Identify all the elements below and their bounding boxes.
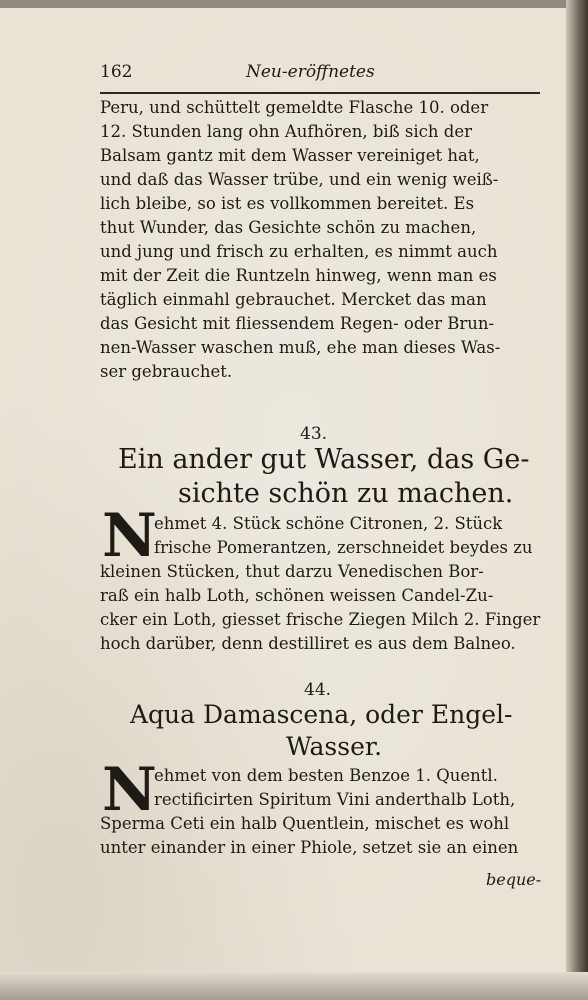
section-title: Aqua Damascena, oder Engel- xyxy=(130,700,513,729)
text-line: mit der Zeit die Runtzeln hinweg, wenn man es xyxy=(100,266,497,285)
section-number: 44. xyxy=(304,680,332,700)
catchword: beque- xyxy=(486,870,542,889)
text-line: täglich einmahl gebrauchet. Mercket das man xyxy=(100,290,487,309)
text-line: Sperma Ceti ein halb Quentlein, mischet es wohl xyxy=(100,814,510,833)
drop-capital: N xyxy=(102,755,157,825)
text-line: lich bleibe, so ist es vollkommen bereitet. Es xyxy=(100,194,475,213)
section-title: Ein ander gut Wasser, das Ge- xyxy=(118,444,530,475)
page-top-edge xyxy=(0,0,588,8)
book-spine-shadow xyxy=(566,0,588,1000)
text-line: nen-Wasser waschen muß, ehe man dieses Was- xyxy=(100,338,501,357)
text-line: und jung und frisch zu erhalten, es nimmt auch xyxy=(100,242,498,261)
text-line: rectificirten Spiritum Vini anderthalb Loth, xyxy=(154,790,516,809)
text-line: und daß das Wasser trübe, und ein wenig weiß- xyxy=(100,170,499,189)
text-line: cker ein Loth, giesset frische Ziegen Milch 2. Finger xyxy=(100,610,541,629)
text-line: ehmet von dem besten Benzoe 1. Quentl. xyxy=(154,766,498,785)
running-title: Neu-eröffnetes xyxy=(246,62,375,82)
text-line: Peru, und schüttelt gemeldte Flasche 10. oder xyxy=(100,98,489,117)
page-header xyxy=(100,62,550,90)
text-line: hoch darüber, denn destilliret es aus dem Balneo. xyxy=(100,634,516,653)
text-line: raß ein halb Loth, schönen weissen Candel-Zu- xyxy=(100,586,494,605)
drop-capital: N xyxy=(102,501,157,571)
text-line: kleinen Stücken, thut darzu Venedischen Bor- xyxy=(100,562,484,581)
page-number: 162 xyxy=(100,62,133,82)
section-title: sichte schön zu machen. xyxy=(178,478,514,509)
page-bottom-edge xyxy=(0,972,588,1000)
text-line: thut Wunder, das Gesichte schön zu machen, xyxy=(100,218,477,237)
text-line: frische Pomerantzen, zerschneidet beydes zu xyxy=(154,538,533,557)
section-title: Wasser. xyxy=(286,732,383,761)
text-line: Balsam gantz mit dem Wasser vereiniget hat, xyxy=(100,146,480,165)
text-line: das Gesicht mit fliessendem Regen- oder Brun- xyxy=(100,314,495,333)
text-line: 12. Stunden lang ohn Aufhören, biß sich der xyxy=(100,122,473,141)
header-rule xyxy=(100,92,540,94)
text-line: unter einander in einer Phiole, setzet sie an einen xyxy=(100,838,519,857)
text-line: ser gebrauchet. xyxy=(100,362,233,381)
section-number: 43. xyxy=(300,424,328,444)
text-line: ehmet 4. Stück schöne Citronen, 2. Stück xyxy=(154,514,503,533)
